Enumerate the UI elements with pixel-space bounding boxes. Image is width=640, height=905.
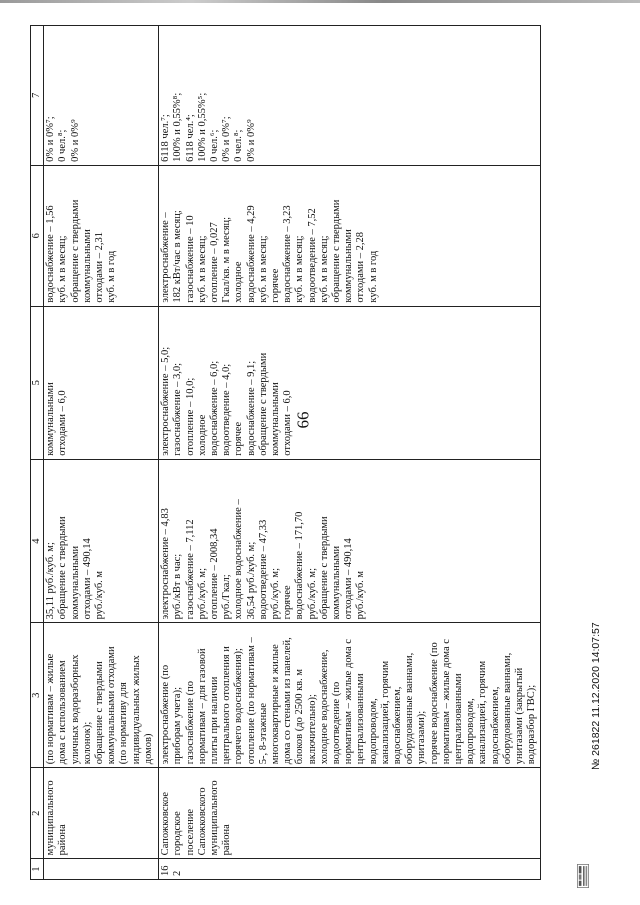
cell-volumes — [44, 165, 159, 306]
cell-line: дома со стенами из панелей, — [282, 637, 294, 765]
cell-line: района — [221, 824, 233, 856]
cell-line: обращение с твердыми — [57, 516, 69, 620]
cell-line: 35,11 руб./куб. м; — [45, 542, 57, 620]
cell-line: руб./куб. м; — [196, 568, 208, 620]
cell-line: куб. м в месяц; — [294, 235, 306, 303]
scan-edge-artifact — [0, 0, 640, 3]
cell-indexes — [159, 306, 540, 459]
tariff-table — [30, 25, 541, 880]
cell-line: отопление – 2008,34 — [209, 528, 221, 620]
col-header-2: 2 — [31, 768, 44, 859]
col-header-6: 6 — [31, 165, 44, 306]
cell-line: домов) — [142, 733, 154, 765]
cell-line: отходами – 6,0 — [282, 390, 294, 456]
cell-line: обращение с твердыми — [69, 199, 81, 303]
cell-line: коммунальными — [45, 382, 57, 456]
cell-line: Сапожковское — [160, 791, 172, 856]
cell-line: обращение с твердыми — [257, 352, 269, 456]
cell-population — [159, 26, 540, 166]
cell-line: 6118 чел.⁷; — [160, 114, 172, 162]
col-header-7: 7 — [31, 26, 44, 166]
cell-line: водоснабжение – 6,0; — [209, 360, 221, 456]
cell-line: водопроводом, — [367, 698, 379, 765]
cell-line: (по нормативу для — [118, 682, 130, 765]
cell-line: газоснабжение – 3,0; — [172, 362, 184, 456]
registration-number: № 261822 11.12.2020 14:07:57 — [590, 622, 602, 770]
cell-line: 36,54 руб./куб. м; — [245, 541, 257, 620]
cell-line: центрального отопления и — [221, 646, 233, 765]
cell-indexes — [44, 306, 159, 459]
cell-line: горячее водоснабжение (по — [428, 642, 440, 765]
cell-line: водоснабжение – 4,29 — [245, 205, 257, 303]
cell-line: горячее — [270, 268, 282, 303]
cell-line: коммунальными отходами — [106, 646, 118, 765]
cell-line: руб./куб. м; — [270, 568, 282, 620]
cell-line: руб./куб. м; — [306, 568, 318, 620]
cell-line: отходами – 490,14 — [81, 538, 93, 620]
cell-line: поселение — [184, 808, 196, 856]
cell-line: куб. м в год — [367, 250, 379, 303]
cell-line: нормативам – жилые дома с — [343, 639, 355, 765]
cell-line: 5-, 8-этажные — [257, 703, 269, 765]
cell-line: холодное водоснабжение – — [233, 499, 245, 620]
cell-line: электроснабжение (по — [160, 664, 172, 765]
cell-line: горячее — [233, 421, 245, 456]
cell-line: 0 чел.⁸; — [57, 129, 69, 162]
cell-line: унитазами (закрытый — [514, 667, 526, 765]
cell-volumes — [159, 165, 540, 306]
cell-line: куб. м в год — [106, 250, 118, 303]
cell-line: централизованными — [355, 673, 367, 765]
cell-line: нормативам – жилые дома с — [440, 639, 452, 765]
cell-line: водоотведение – 4,0; — [221, 363, 233, 456]
rotated-page — [30, 15, 620, 895]
cell-line: включительно); — [306, 694, 318, 765]
cell-line: 0% и 0%⁷; — [45, 116, 57, 162]
cell-line: отходами – 490,14 — [343, 538, 355, 620]
cell-line: канализацией, горячим — [379, 660, 391, 765]
cell-line: муниципального — [209, 780, 221, 856]
cell-line: руб./Гкал; — [221, 574, 233, 620]
cell-line: электроснабжение – 4,83 — [160, 508, 172, 620]
col-header-1: 1 — [31, 859, 44, 880]
cell-line: газоснабжение – 7,112 — [184, 519, 196, 620]
cell-line: куб. м в месяц; — [196, 235, 208, 303]
cell-line: холодное — [233, 261, 245, 303]
cell-line: отопление – 10,0; — [184, 377, 196, 456]
cell-tariffs — [44, 459, 159, 623]
cell-line: газоснабжение (по — [184, 680, 196, 765]
cell-line: 0% и 0%⁹ — [69, 119, 81, 162]
cell-line: водоснабжение – 171,70 — [294, 511, 306, 620]
cell-line: оборудованные ваннами, — [501, 652, 513, 765]
cell-line: куб. м в месяц; — [257, 235, 269, 303]
cell-line: куб. м в месяц; — [57, 235, 69, 303]
cell-line: газоснабжение – 10 — [184, 215, 196, 303]
cell-line: отопление – 0,027 — [209, 222, 221, 303]
cell-line: 100% и 0,55%⁵; — [196, 92, 208, 162]
cell-line: многоквартирные и жилые — [270, 644, 282, 765]
col-header-3: 3 — [31, 623, 44, 768]
cell-line: района — [57, 824, 69, 856]
cell-line: централизованными — [453, 673, 465, 765]
cell-line: блоков (до 2500 кв. м — [294, 668, 306, 765]
cell-line: 6118 чел.⁴; — [184, 114, 196, 162]
cell-line: руб./куб. м — [355, 570, 367, 620]
registration-stamp-icon — [560, 864, 606, 888]
cell-population — [44, 26, 159, 166]
page-number: 66 — [293, 411, 313, 429]
cell-line: индивидуальных жилых — [130, 655, 142, 765]
cell-line: водоснабжением, — [392, 686, 404, 765]
cell-line: водоотведение (по — [331, 681, 343, 765]
cell-line: отходами – 6,0 — [57, 390, 69, 456]
cell-tariffs — [159, 459, 540, 623]
cell-line: коммунальными — [270, 382, 282, 456]
cell-line: коммунальными — [343, 229, 355, 303]
cell-line: водоснабжение – 1,56 — [45, 205, 57, 303]
cell-line: Гкал/кв. м в месяц; — [221, 216, 233, 303]
cell-line: электроснабжение – 5,0; — [160, 346, 172, 456]
cell-line: холодное — [196, 414, 208, 456]
cell-line: водоотведение – 47,33 — [257, 519, 269, 620]
cell-line: дома с использованием — [57, 660, 69, 765]
cell-line: обращение с твердыми — [331, 199, 343, 303]
cell-line: городское — [172, 811, 184, 856]
cell-name — [44, 768, 159, 859]
table-row — [159, 26, 540, 880]
cell-line: плиты при наличии — [209, 676, 221, 765]
cell-name — [159, 768, 540, 859]
cell-line: куб. м в месяц; — [318, 235, 330, 303]
cell-line: отопление (по нормативам – — [245, 637, 257, 765]
cell-line: приборам учета); — [172, 686, 184, 765]
cell-line: горячего водоснабжения); — [233, 648, 245, 765]
cell-line: водопроводом, — [465, 698, 477, 765]
col-header-4: 4 — [31, 459, 44, 623]
cell-line: коммунальными — [81, 229, 93, 303]
cell-line: канализацией, горячим — [477, 660, 489, 765]
cell-line: обращение с твердыми — [94, 661, 106, 765]
cell-line: руб./кВт в час; — [172, 553, 184, 620]
cell-line: горячее — [282, 585, 294, 620]
cell-line: муниципального — [45, 780, 57, 856]
table-row — [44, 26, 159, 880]
col-header-5: 5 — [31, 306, 44, 459]
cell-conditions — [159, 623, 540, 768]
cell-line: 182 кВт/час в месяц; — [172, 210, 184, 303]
cell-line: водоснабжением, — [489, 686, 501, 765]
header-row — [31, 26, 44, 880]
cell-line: 0% и 0%⁷; — [221, 116, 233, 162]
cell-line: нормативам – для газовой — [196, 648, 208, 765]
cell-line: обращение с твердыми — [318, 516, 330, 620]
cell-line: колонок); — [81, 721, 93, 765]
cell-line: уличных водоразборных — [69, 654, 81, 765]
cell-line: руб./куб. м — [94, 570, 106, 620]
cell-conditions — [44, 623, 159, 768]
cell-num — [44, 859, 159, 880]
cell-line: Сапожковского — [196, 787, 208, 856]
cell-line: отходами – 2,31 — [94, 231, 106, 303]
cell-line: 100% и 0,55%⁸; — [172, 92, 184, 162]
cell-line: водоотведение – 7,52 — [306, 208, 318, 303]
cell-num: 162 — [159, 859, 540, 880]
cell-line: (по нормативам – жилые — [45, 653, 57, 765]
cell-line: коммунальными — [331, 545, 343, 620]
cell-line: оборудованные ваннами, — [404, 652, 416, 765]
cell-line: унитазами); — [416, 710, 428, 765]
cell-line: 0% и 0%⁹ — [245, 119, 257, 162]
cell-line: водоразбор ГВС); — [526, 684, 538, 765]
cell-line: электроснабжение – — [160, 212, 172, 303]
cell-line: холодное водоснабжение, — [318, 649, 330, 765]
cell-line: отходами – 2,28 — [355, 231, 367, 303]
cell-line: водоснабжение – 9,1; — [245, 360, 257, 456]
cell-line: коммунальными — [69, 545, 81, 620]
cell-line: 0 чел.⁸; — [233, 129, 245, 162]
cell-line: 0 чел.⁶; — [209, 129, 221, 162]
cell-line: водоснабжение – 3,23 — [282, 205, 294, 303]
